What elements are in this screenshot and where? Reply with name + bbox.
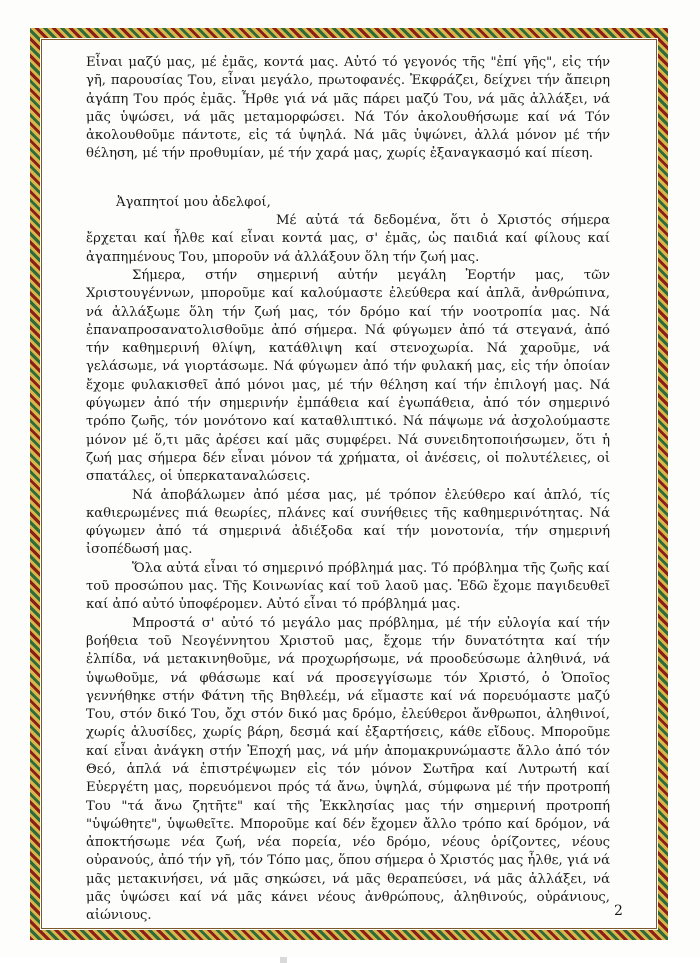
- paragraph-gap: [86, 164, 610, 194]
- document-body: [86, 54, 610, 926]
- page-number: 2: [614, 903, 623, 919]
- paragraph-2: Μέ αὐτά τά δεδομένα, ὅτι ὁ Χριστός σήμερα ἔρχεται καί ἦλθε καί εἶναι κοντά μας, σ' ἐμᾶς, ὡς παιδιά καί φίλους καί ἀγαπημένους Του, μποροῦν νά ἀλλάξουν ὅλη τήν ζωή μας.: [86, 213, 610, 265]
- paragraph-1: Εἶναι μαζύ μας, μέ ἐμᾶς, κοντά μας. Αὐτό τό γεγονός τῆς "ἐπί γῆς", εἰς τήν γῆ, παρουσίας Του, εἶναι μεγάλο, πρωτοφανές. Ἐκφράζει, δείχνει τήν ἄπειρη ἀγάπη Του πρός ἐμᾶς. Ἦρθε γιά νά μᾶς πάρει μαζύ Του, νά μᾶς ἀλλάξει, νά μᾶς ὑψώσει, νά μᾶς μεταμορφώσει. Νά Τόν ἀκολουθήσωμε καί νά Τόν ἀκολουθοῦμε πάντοτε, εἰς τά ὑψηλά. Νά μᾶς ὑψώνει, ἀλλά μόνον μέ τήν θέληση, μέ τήν προθυμίαν, μέ τήν χαρά μας, χωρίς ἐξαναγκασμό καί πίεση.: [86, 55, 610, 162]
- paragraph-4: Νά ἀποβάλωμεν ἀπό μέσα μας, μέ τρόπον ἐλεύθερο καί ἁπλό, τίς καθιερωμένες πιά θεωρίες, πλάνες καί συνήθειες τῆς καθημερινότητας. Νά φύγωμεν ἀπό τά σημερινά ἀδιέξοδα καί τήν μονοτονία, τήν σημερινή ἰσοπέδωσή μας.: [86, 487, 610, 558]
- paragraph-6: Μπροστά σ' αὐτό τό μεγάλο μας πρόβλημα, μέ τήν εὐλογία καί τήν βοήθεια τοῦ Νεογέννητου Χριστοῦ μας, ἔχομε τήν δυνατότητα καί τήν ἐλπίδα, νά μετακινηθοῦμε, νά προχωρήσωμε, νά προοδεύσωμε ἀληθινά, νά ὑψωθοῦμε, νά φθάσωμε καί νά προσεγγίσωμε τόν Χριστό, ὁ Ὁποῖος γεννήθηκε στήν Φάτνη τῆς Βηθλεέμ, νά εἴμαστε καί νά πορευόμαστε μαζύ Του, στόν δικό Του, ὄχι στόν δικό μας δρόμο, ἐλεύθεροι ἄνθρωποι, ἀληθινοί, χωρίς ἁλυσίδες, χωρίς βάρη, δεσμά καί ἐξαρτήσεις, κάθε εἴδους. Μποροῦμε καί εἶναι ἀνάγκη στήν Ἐποχή μας, νά μήν ἀπομακρυνώμαστε ἄλλο ἀπό τόν Θεό, ἁπλά νά ἐπιστρέψωμεν εἰς τόν μόνον Σωτῆρα καί Λυτρωτή καί Εὐεργέτη μας, πορευόμενοι πρός τά ἄνω, ὑψηλά, σύμφωνα μέ τήν προτροπή Του "τά ἄνω ζητῆτε" καί τῆς Ἐκκλησίας μας τήν σημερινή προτροπή "ὑψώθητε", ὑψωθεῖτε. Μποροῦμε καί δέν ἔχομεν ἄλλο τρόπο καί δρόμον, νά ἀποκτήσωμε νέα ζωή, νέα πορεία, νέο δρόμο, νέους ὁρίζοντες, νέους οὐρανούς, ἀπό τήν γῆ, τόν Τόπο μας, ὅπου σήμερα ὁ Χριστός μας ἦλθε, γιά νά μᾶς μετακινήσει, νά μᾶς σηκώσει, νά μᾶς θεραπεύσει, νά μᾶς ἀλλάξει, νά μᾶς ὑψώσει καί νά μᾶς κάνει νέους ἀνθρώπους, ἀληθινούς, οὐράνιους, αἰώνιους.: [86, 615, 610, 924]
- salutation: Ἀγαπητοί μου ἀδελφοί,: [116, 194, 271, 210]
- paragraph-5: Ὅλα αὐτά εἶναι τό σημερινό πρόβλημά μας. Τό πρόβλημα τῆς ζωῆς καί τοῦ προσώπου μας. Τῆς Κοινωνίας καί τοῦ λαοῦ μας. Ἐδῶ ἔχομε παγιδευθεῖ καί ἀπό αὐτό ὑποφέρομεν. Αὐτό εἶναι τό πρόβλημά μας.: [86, 560, 610, 613]
- paragraph-3: Σήμερα, στήν σημερινή αὐτήν μεγάλη Ἑορτήν μας, τῶν Χριστουγέννων, μποροῦμε καί καλούμαστε ἐλεύθερα καί ἁπλᾶ, ἀνθρώπινα, νά ἀλλάξωμε ὅλη τήν ζωή μας, τόν δρόμο καί τήν νοοτροπία μας. Νά ἐπαναπροσανατολισθοῦμε ἀπό σήμερα. Νά φύγωμεν ἀπό τά στεγανά, ἀπό τήν καθημερινή θλίψη, κατάθλιψη καί στενοχωρία. Νά χαροῦμε, νά γελάσωμε, νά γιορτάσωμε. Νά φύγωμεν ἀπό τήν φυλακή μας, εἰς τήν ὁποίαν ἔχομε φυλακισθεῖ ἀπό μόνοι μας, μέ τήν θέληση καί τήν ἐπιλογή μας. Νά φύγωμεν ἀπό τήν σημερινήν ἐμπάθεια καί ἐγωπάθεια, ἀπό τόν σημερινό τρόπο ζωῆς, τόν μονότονο καί καταθλιπτικό. Νά πάψωμε νά ἀσχολούμαστε μόνον μέ ὅ,τι μᾶς ἀρέσει καί μᾶς συμφέρει. Νά συνειδητοποιήσωμεν, ὅτι ἡ ζωή μας σήμερα δέν εἶναι μόνον τά χρήματα, οἱ ἀνέσεις, οἱ πολυτέλειες, οἱ σπατάλες, οἱ ὑπερκαταναλώσεις.: [86, 267, 610, 485]
- scan-edge: [0, 957, 700, 963]
